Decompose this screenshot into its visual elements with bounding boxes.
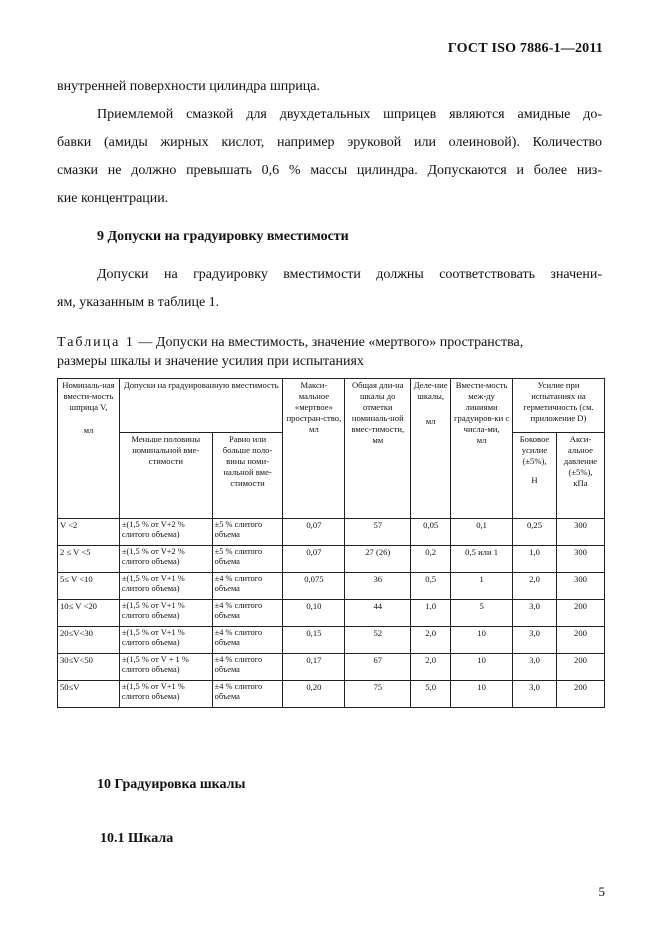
cell-dead-space: 0,07 xyxy=(283,546,345,573)
cell-tol-less: ±(1,5 % от V+1 % слитого объема) xyxy=(119,681,212,708)
cell-force-side: 3,0 xyxy=(513,627,557,654)
cell-tol-more: ±5 % слитого объема xyxy=(212,546,283,573)
cell-force-axial: 200 xyxy=(556,600,604,627)
table-row xyxy=(58,519,605,546)
cell-force-side: 2,0 xyxy=(513,573,557,600)
cell-division: 1,0 xyxy=(411,600,451,627)
subsection-heading: 10.1 Шкала xyxy=(100,831,174,846)
cell-division: 0,5 xyxy=(411,573,451,600)
cell-force-side: 3,0 xyxy=(513,600,557,627)
cell-capacity-between: 10 xyxy=(451,654,513,681)
cell-tol-less: ±(1,5 % от V+1 % слитого объема) xyxy=(119,600,212,627)
section-heading: 10 Градуировка шкалы xyxy=(97,777,246,792)
header-scale-length: Общая дли-на шкалы до отметки номиналь-ной вмес-тимости, мм xyxy=(345,379,411,519)
table-row xyxy=(58,573,605,600)
table-row xyxy=(58,654,605,681)
paragraph-line: ям, указанным в таблице 1. xyxy=(57,295,220,310)
cell-dead-space: 0,20 xyxy=(283,681,345,708)
cell-force-side: 3,0 xyxy=(513,681,557,708)
cell-scale-length: 52 xyxy=(345,627,411,654)
paragraph-line: бавки (амиды жирных кислот, например эруковой или олеиновой). Количество xyxy=(57,135,602,150)
header-division: Деле-ние шкалы, мл xyxy=(411,379,451,519)
header-force-group: Усилие при испытаниях на герметичность (см. приложение D) xyxy=(513,379,605,433)
cell-tol-more: ±4 % слитого объема xyxy=(212,654,283,681)
section-heading: 9 Допуски на градуировку вместимости xyxy=(97,229,349,244)
cell-scale-length: 75 xyxy=(345,681,411,708)
cell-division: 0,2 xyxy=(411,546,451,573)
tolerance-table xyxy=(57,378,605,708)
cell-tol-more: ±5 % слитого объема xyxy=(212,519,283,546)
cell-force-axial: 200 xyxy=(556,681,604,708)
cell-dead-space: 0,10 xyxy=(283,600,345,627)
cell-force-axial: 300 xyxy=(556,519,604,546)
table-row xyxy=(58,681,605,708)
cell-tol-more: ±4 % слитого объема xyxy=(212,627,283,654)
cell-force-side: 3,0 xyxy=(513,654,557,681)
table-caption-line2: размеры шкалы и значение усилия при испытаниях xyxy=(57,354,364,369)
cell-tol-less: ±(1,5 % от V+1 % слитого объема) xyxy=(119,627,212,654)
cell-dead-space: 0,15 xyxy=(283,627,345,654)
table-caption-label: Таблица 1 xyxy=(57,335,135,350)
cell-dead-space: 0,075 xyxy=(283,573,345,600)
cell-force-axial: 200 xyxy=(556,654,604,681)
header-tol-more: Равно или больше поло-вины номи-нальной вме-стимости xyxy=(212,433,283,519)
cell-division: 0,05 xyxy=(411,519,451,546)
paragraph-line: смазки не должно превышать 0,6 % массы цилиндра. Допускаются и более низ- xyxy=(57,163,602,178)
cell-nominal: 5≤ V <10 xyxy=(58,573,120,600)
cell-dead-space: 0,17 xyxy=(283,654,345,681)
table-caption xyxy=(57,333,617,352)
cell-division: 5,0 xyxy=(411,681,451,708)
cell-force-axial: 300 xyxy=(556,573,604,600)
cell-tol-more: ±4 % слитого объема xyxy=(212,681,283,708)
cell-capacity-between: 5 xyxy=(451,600,513,627)
table-caption-text: — Допуски на вместимость, значение «мертвого» пространства, xyxy=(134,335,524,350)
header-capacity-between: Вмести-мость меж-ду линиями градуиров-ки с числа-ми, мл xyxy=(451,379,513,519)
paragraph-line: Приемлемой смазкой для двухдетальных шприцев являются амидные до- xyxy=(97,107,602,122)
cell-scale-length: 36 xyxy=(345,573,411,600)
page-number: 5 xyxy=(598,884,605,899)
cell-capacity-between: 10 xyxy=(451,627,513,654)
cell-force-axial: 200 xyxy=(556,627,604,654)
cell-capacity-between: 0,1 xyxy=(451,519,513,546)
cell-force-axial: 300 xyxy=(556,546,604,573)
cell-scale-length: 44 xyxy=(345,600,411,627)
document-header: ГОСТ ISO 7886-1—2011 xyxy=(447,41,603,56)
cell-tol-less: ±(1,5 % от V+2 % слитого объема) xyxy=(119,519,212,546)
cell-nominal: V <2 xyxy=(58,519,120,546)
cell-division: 2,0 xyxy=(411,654,451,681)
cell-nominal: 20≤V<30 xyxy=(58,627,120,654)
header-tolerance-group: Допуски на градуированную вместимость xyxy=(119,379,283,433)
cell-nominal: 50≤V xyxy=(58,681,120,708)
cell-division: 2,0 xyxy=(411,627,451,654)
cell-nominal: 2 ≤ V <5 xyxy=(58,546,120,573)
header-dead-space: Макси-мальное «мертвое» простран-ство, мл xyxy=(283,379,345,519)
cell-tol-less: ±(1,5 % от V + 1 % слитого объема) xyxy=(119,654,212,681)
cell-tol-less: ±(1,5 % от V+2 % слитого объема) xyxy=(119,546,212,573)
cell-force-side: 0,25 xyxy=(513,519,557,546)
header-force-axial: Акси-альное давление (±5%), кПа xyxy=(556,433,604,519)
cell-capacity-between: 1 xyxy=(451,573,513,600)
cell-capacity-between: 10 xyxy=(451,681,513,708)
cell-tol-more: ±4 % слитого объема xyxy=(212,600,283,627)
cell-scale-length: 27 (26) xyxy=(345,546,411,573)
paragraph-line: внутренней поверхности цилиндра шприца. xyxy=(57,79,320,94)
cell-tol-less: ±(1,5 % от V+1 % слитого объема) xyxy=(119,573,212,600)
header-tol-less: Меньше половины номинальной вме-стимости xyxy=(119,433,212,519)
cell-tol-more: ±4 % слитого объема xyxy=(212,573,283,600)
header-force-side: Боковое усилие (±5%), Н xyxy=(513,433,557,519)
paragraph-line: кие концентрации. xyxy=(57,191,169,206)
table-row xyxy=(58,600,605,627)
table-row xyxy=(58,627,605,654)
header-nominal: Номиналь-ная вмести-мость шприца V, мл xyxy=(58,379,120,519)
cell-force-side: 1,0 xyxy=(513,546,557,573)
cell-nominal: 10≤ V <20 xyxy=(58,600,120,627)
cell-nominal: 30≤V<50 xyxy=(58,654,120,681)
paragraph-line: Допуски на градуировку вместимости должны соответствовать значени- xyxy=(97,267,602,282)
cell-dead-space: 0,07 xyxy=(283,519,345,546)
table-row xyxy=(58,546,605,573)
cell-scale-length: 67 xyxy=(345,654,411,681)
cell-scale-length: 57 xyxy=(345,519,411,546)
cell-capacity-between: 0,5 или 1 xyxy=(451,546,513,573)
